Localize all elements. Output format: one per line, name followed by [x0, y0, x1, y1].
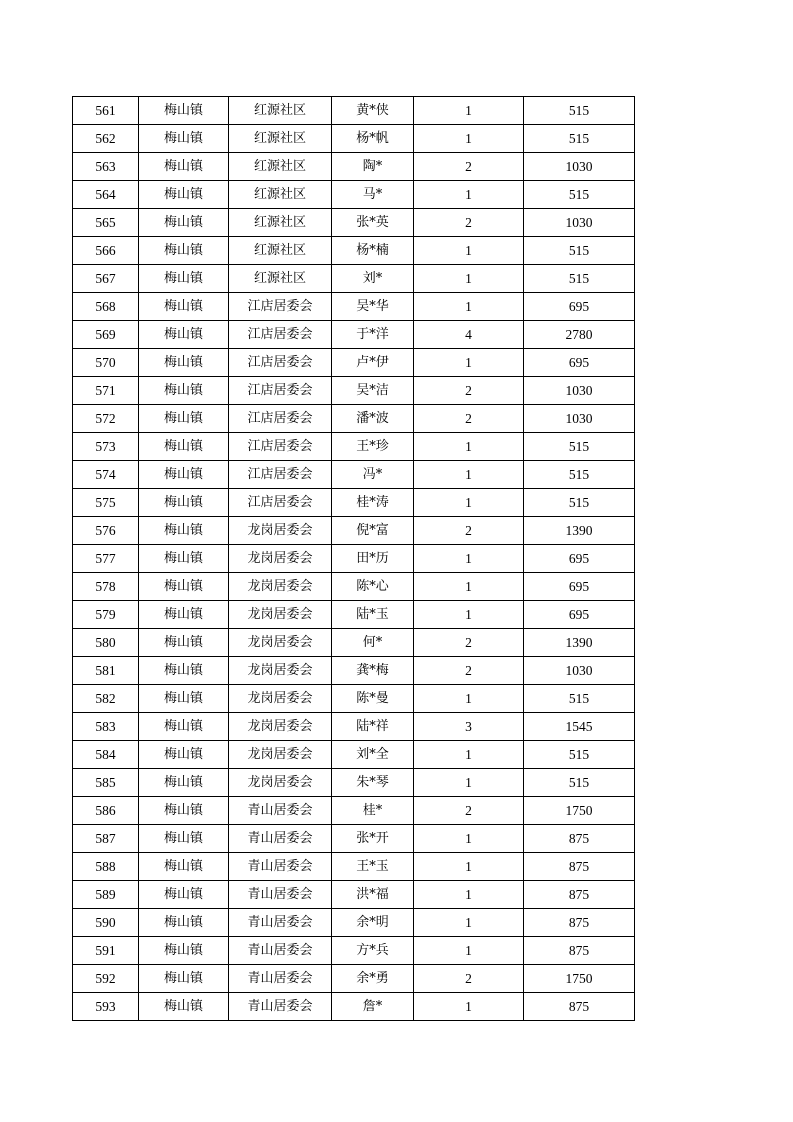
- town-cell: 梅山镇: [139, 237, 229, 265]
- name-cell: 黄*侠: [332, 97, 414, 125]
- name-cell: 陆*玉: [332, 601, 414, 629]
- amount-cell: 515: [524, 433, 635, 461]
- town-cell: 梅山镇: [139, 545, 229, 573]
- community-cell: 红源社区: [229, 265, 332, 293]
- name-cell: 马*: [332, 181, 414, 209]
- amount-cell: 515: [524, 125, 635, 153]
- household-count-cell: 1: [414, 125, 524, 153]
- table-row: [73, 685, 635, 713]
- community-cell: 红源社区: [229, 125, 332, 153]
- household-count-cell: 2: [414, 657, 524, 685]
- name-cell: 陶*: [332, 153, 414, 181]
- table-row: [73, 853, 635, 881]
- community-cell: 江店居委会: [229, 405, 332, 433]
- household-count-cell: 1: [414, 769, 524, 797]
- community-cell: 青山居委会: [229, 965, 332, 993]
- row-number-cell: 580: [73, 629, 139, 657]
- household-count-cell: 2: [414, 629, 524, 657]
- household-count-cell: 2: [414, 405, 524, 433]
- town-cell: 梅山镇: [139, 937, 229, 965]
- amount-cell: 1030: [524, 657, 635, 685]
- name-cell: 陈*曼: [332, 685, 414, 713]
- row-number-cell: 592: [73, 965, 139, 993]
- town-cell: 梅山镇: [139, 489, 229, 517]
- community-cell: 江店居委会: [229, 349, 332, 377]
- row-number-cell: 575: [73, 489, 139, 517]
- community-cell: 龙岗居委会: [229, 545, 332, 573]
- name-cell: 张*英: [332, 209, 414, 237]
- household-count-cell: 2: [414, 153, 524, 181]
- household-count-cell: 1: [414, 545, 524, 573]
- town-cell: 梅山镇: [139, 433, 229, 461]
- amount-cell: 515: [524, 97, 635, 125]
- table-row: [73, 321, 635, 349]
- community-cell: 青山居委会: [229, 909, 332, 937]
- name-cell: 卢*伊: [332, 349, 414, 377]
- household-count-cell: 1: [414, 265, 524, 293]
- name-cell: 龚*梅: [332, 657, 414, 685]
- community-cell: 龙岗居委会: [229, 769, 332, 797]
- amount-cell: 875: [524, 993, 635, 1021]
- amount-cell: 515: [524, 237, 635, 265]
- name-cell: 刘*: [332, 265, 414, 293]
- document-page: [72, 96, 634, 1021]
- row-number-cell: 588: [73, 853, 139, 881]
- amount-cell: 515: [524, 489, 635, 517]
- table-row: [73, 489, 635, 517]
- table-row: [73, 209, 635, 237]
- table-row: [73, 601, 635, 629]
- amount-cell: 695: [524, 545, 635, 573]
- subsidy-roster-table: [72, 96, 635, 1021]
- row-number-cell: 561: [73, 97, 139, 125]
- community-cell: 龙岗居委会: [229, 517, 332, 545]
- amount-cell: 1030: [524, 153, 635, 181]
- row-number-cell: 566: [73, 237, 139, 265]
- amount-cell: 1750: [524, 797, 635, 825]
- community-cell: 青山居委会: [229, 881, 332, 909]
- table-row: [73, 965, 635, 993]
- row-number-cell: 563: [73, 153, 139, 181]
- table-row: [73, 265, 635, 293]
- community-cell: 龙岗居委会: [229, 601, 332, 629]
- name-cell: 吴*洁: [332, 377, 414, 405]
- amount-cell: 875: [524, 909, 635, 937]
- roster-body: [73, 97, 635, 1021]
- community-cell: 红源社区: [229, 209, 332, 237]
- row-number-cell: 564: [73, 181, 139, 209]
- table-row: [73, 629, 635, 657]
- name-cell: 张*开: [332, 825, 414, 853]
- name-cell: 王*玉: [332, 853, 414, 881]
- town-cell: 梅山镇: [139, 713, 229, 741]
- row-number-cell: 576: [73, 517, 139, 545]
- amount-cell: 1390: [524, 517, 635, 545]
- table-row: [73, 769, 635, 797]
- amount-cell: 515: [524, 181, 635, 209]
- table-row: [73, 573, 635, 601]
- table-row: [73, 881, 635, 909]
- community-cell: 红源社区: [229, 237, 332, 265]
- row-number-cell: 573: [73, 433, 139, 461]
- amount-cell: 2780: [524, 321, 635, 349]
- community-cell: 青山居委会: [229, 853, 332, 881]
- table-row: [73, 993, 635, 1021]
- row-number-cell: 583: [73, 713, 139, 741]
- row-number-cell: 571: [73, 377, 139, 405]
- community-cell: 青山居委会: [229, 825, 332, 853]
- table-row: [73, 237, 635, 265]
- town-cell: 梅山镇: [139, 601, 229, 629]
- table-row: [73, 293, 635, 321]
- amount-cell: 875: [524, 881, 635, 909]
- name-cell: 冯*: [332, 461, 414, 489]
- town-cell: 梅山镇: [139, 573, 229, 601]
- name-cell: 杨*帆: [332, 125, 414, 153]
- name-cell: 何*: [332, 629, 414, 657]
- amount-cell: 695: [524, 293, 635, 321]
- household-count-cell: 1: [414, 741, 524, 769]
- table-row: [73, 97, 635, 125]
- town-cell: 梅山镇: [139, 97, 229, 125]
- name-cell: 方*兵: [332, 937, 414, 965]
- amount-cell: 875: [524, 853, 635, 881]
- table-row: [73, 825, 635, 853]
- amount-cell: 875: [524, 825, 635, 853]
- community-cell: 江店居委会: [229, 433, 332, 461]
- amount-cell: 1030: [524, 405, 635, 433]
- row-number-cell: 562: [73, 125, 139, 153]
- town-cell: 梅山镇: [139, 657, 229, 685]
- household-count-cell: 1: [414, 181, 524, 209]
- table-row: [73, 377, 635, 405]
- household-count-cell: 2: [414, 517, 524, 545]
- name-cell: 陆*祥: [332, 713, 414, 741]
- community-cell: 龙岗居委会: [229, 685, 332, 713]
- name-cell: 倪*富: [332, 517, 414, 545]
- household-count-cell: 1: [414, 685, 524, 713]
- row-number-cell: 584: [73, 741, 139, 769]
- name-cell: 余*明: [332, 909, 414, 937]
- name-cell: 詹*: [332, 993, 414, 1021]
- town-cell: 梅山镇: [139, 405, 229, 433]
- town-cell: 梅山镇: [139, 125, 229, 153]
- town-cell: 梅山镇: [139, 993, 229, 1021]
- town-cell: 梅山镇: [139, 825, 229, 853]
- row-number-cell: 593: [73, 993, 139, 1021]
- row-number-cell: 585: [73, 769, 139, 797]
- community-cell: 青山居委会: [229, 993, 332, 1021]
- household-count-cell: 1: [414, 881, 524, 909]
- name-cell: 桂*: [332, 797, 414, 825]
- row-number-cell: 569: [73, 321, 139, 349]
- town-cell: 梅山镇: [139, 741, 229, 769]
- community-cell: 江店居委会: [229, 489, 332, 517]
- table-row: [73, 405, 635, 433]
- table-row: [73, 909, 635, 937]
- household-count-cell: 1: [414, 601, 524, 629]
- household-count-cell: 2: [414, 377, 524, 405]
- household-count-cell: 1: [414, 489, 524, 517]
- amount-cell: 1030: [524, 209, 635, 237]
- name-cell: 刘*全: [332, 741, 414, 769]
- table-row: [73, 125, 635, 153]
- community-cell: 红源社区: [229, 153, 332, 181]
- town-cell: 梅山镇: [139, 153, 229, 181]
- town-cell: 梅山镇: [139, 265, 229, 293]
- row-number-cell: 570: [73, 349, 139, 377]
- row-number-cell: 568: [73, 293, 139, 321]
- household-count-cell: 1: [414, 433, 524, 461]
- community-cell: 红源社区: [229, 97, 332, 125]
- town-cell: 梅山镇: [139, 881, 229, 909]
- household-count-cell: 3: [414, 713, 524, 741]
- name-cell: 余*勇: [332, 965, 414, 993]
- row-number-cell: 589: [73, 881, 139, 909]
- town-cell: 梅山镇: [139, 965, 229, 993]
- household-count-cell: 1: [414, 909, 524, 937]
- table-row: [73, 153, 635, 181]
- amount-cell: 1030: [524, 377, 635, 405]
- name-cell: 王*珍: [332, 433, 414, 461]
- row-number-cell: 581: [73, 657, 139, 685]
- table-row: [73, 713, 635, 741]
- row-number-cell: 574: [73, 461, 139, 489]
- table-row: [73, 181, 635, 209]
- community-cell: 江店居委会: [229, 377, 332, 405]
- community-cell: 江店居委会: [229, 461, 332, 489]
- amount-cell: 1545: [524, 713, 635, 741]
- town-cell: 梅山镇: [139, 321, 229, 349]
- row-number-cell: 579: [73, 601, 139, 629]
- household-count-cell: 2: [414, 797, 524, 825]
- table-row: [73, 657, 635, 685]
- household-count-cell: 4: [414, 321, 524, 349]
- town-cell: 梅山镇: [139, 517, 229, 545]
- household-count-cell: 2: [414, 965, 524, 993]
- name-cell: 陈*心: [332, 573, 414, 601]
- row-number-cell: 586: [73, 797, 139, 825]
- table-row: [73, 545, 635, 573]
- community-cell: 龙岗居委会: [229, 573, 332, 601]
- town-cell: 梅山镇: [139, 209, 229, 237]
- town-cell: 梅山镇: [139, 797, 229, 825]
- town-cell: 梅山镇: [139, 629, 229, 657]
- household-count-cell: 1: [414, 993, 524, 1021]
- name-cell: 桂*涛: [332, 489, 414, 517]
- table-row: [73, 433, 635, 461]
- row-number-cell: 572: [73, 405, 139, 433]
- town-cell: 梅山镇: [139, 293, 229, 321]
- name-cell: 潘*波: [332, 405, 414, 433]
- household-count-cell: 1: [414, 293, 524, 321]
- row-number-cell: 582: [73, 685, 139, 713]
- household-count-cell: 1: [414, 349, 524, 377]
- household-count-cell: 1: [414, 573, 524, 601]
- town-cell: 梅山镇: [139, 685, 229, 713]
- community-cell: 青山居委会: [229, 937, 332, 965]
- household-count-cell: 1: [414, 825, 524, 853]
- name-cell: 朱*琴: [332, 769, 414, 797]
- town-cell: 梅山镇: [139, 377, 229, 405]
- row-number-cell: 565: [73, 209, 139, 237]
- community-cell: 龙岗居委会: [229, 741, 332, 769]
- table-row: [73, 937, 635, 965]
- amount-cell: 515: [524, 769, 635, 797]
- amount-cell: 695: [524, 349, 635, 377]
- community-cell: 龙岗居委会: [229, 657, 332, 685]
- row-number-cell: 591: [73, 937, 139, 965]
- amount-cell: 515: [524, 265, 635, 293]
- table-row: [73, 517, 635, 545]
- table-row: [73, 349, 635, 377]
- table-row: [73, 741, 635, 769]
- household-count-cell: 1: [414, 461, 524, 489]
- row-number-cell: 577: [73, 545, 139, 573]
- amount-cell: 515: [524, 741, 635, 769]
- community-cell: 红源社区: [229, 181, 332, 209]
- community-cell: 青山居委会: [229, 797, 332, 825]
- name-cell: 吴*华: [332, 293, 414, 321]
- name-cell: 洪*福: [332, 881, 414, 909]
- town-cell: 梅山镇: [139, 461, 229, 489]
- row-number-cell: 590: [73, 909, 139, 937]
- household-count-cell: 2: [414, 209, 524, 237]
- table-row: [73, 797, 635, 825]
- household-count-cell: 1: [414, 237, 524, 265]
- table-row: [73, 461, 635, 489]
- town-cell: 梅山镇: [139, 181, 229, 209]
- amount-cell: 1390: [524, 629, 635, 657]
- community-cell: 江店居委会: [229, 321, 332, 349]
- amount-cell: 515: [524, 461, 635, 489]
- name-cell: 杨*楠: [332, 237, 414, 265]
- community-cell: 江店居委会: [229, 293, 332, 321]
- household-count-cell: 1: [414, 937, 524, 965]
- community-cell: 龙岗居委会: [229, 713, 332, 741]
- amount-cell: 695: [524, 573, 635, 601]
- amount-cell: 515: [524, 685, 635, 713]
- household-count-cell: 1: [414, 97, 524, 125]
- town-cell: 梅山镇: [139, 909, 229, 937]
- row-number-cell: 578: [73, 573, 139, 601]
- amount-cell: 875: [524, 937, 635, 965]
- name-cell: 于*洋: [332, 321, 414, 349]
- amount-cell: 695: [524, 601, 635, 629]
- name-cell: 田*历: [332, 545, 414, 573]
- household-count-cell: 1: [414, 853, 524, 881]
- amount-cell: 1750: [524, 965, 635, 993]
- town-cell: 梅山镇: [139, 853, 229, 881]
- row-number-cell: 587: [73, 825, 139, 853]
- row-number-cell: 567: [73, 265, 139, 293]
- town-cell: 梅山镇: [139, 349, 229, 377]
- town-cell: 梅山镇: [139, 769, 229, 797]
- community-cell: 龙岗居委会: [229, 629, 332, 657]
